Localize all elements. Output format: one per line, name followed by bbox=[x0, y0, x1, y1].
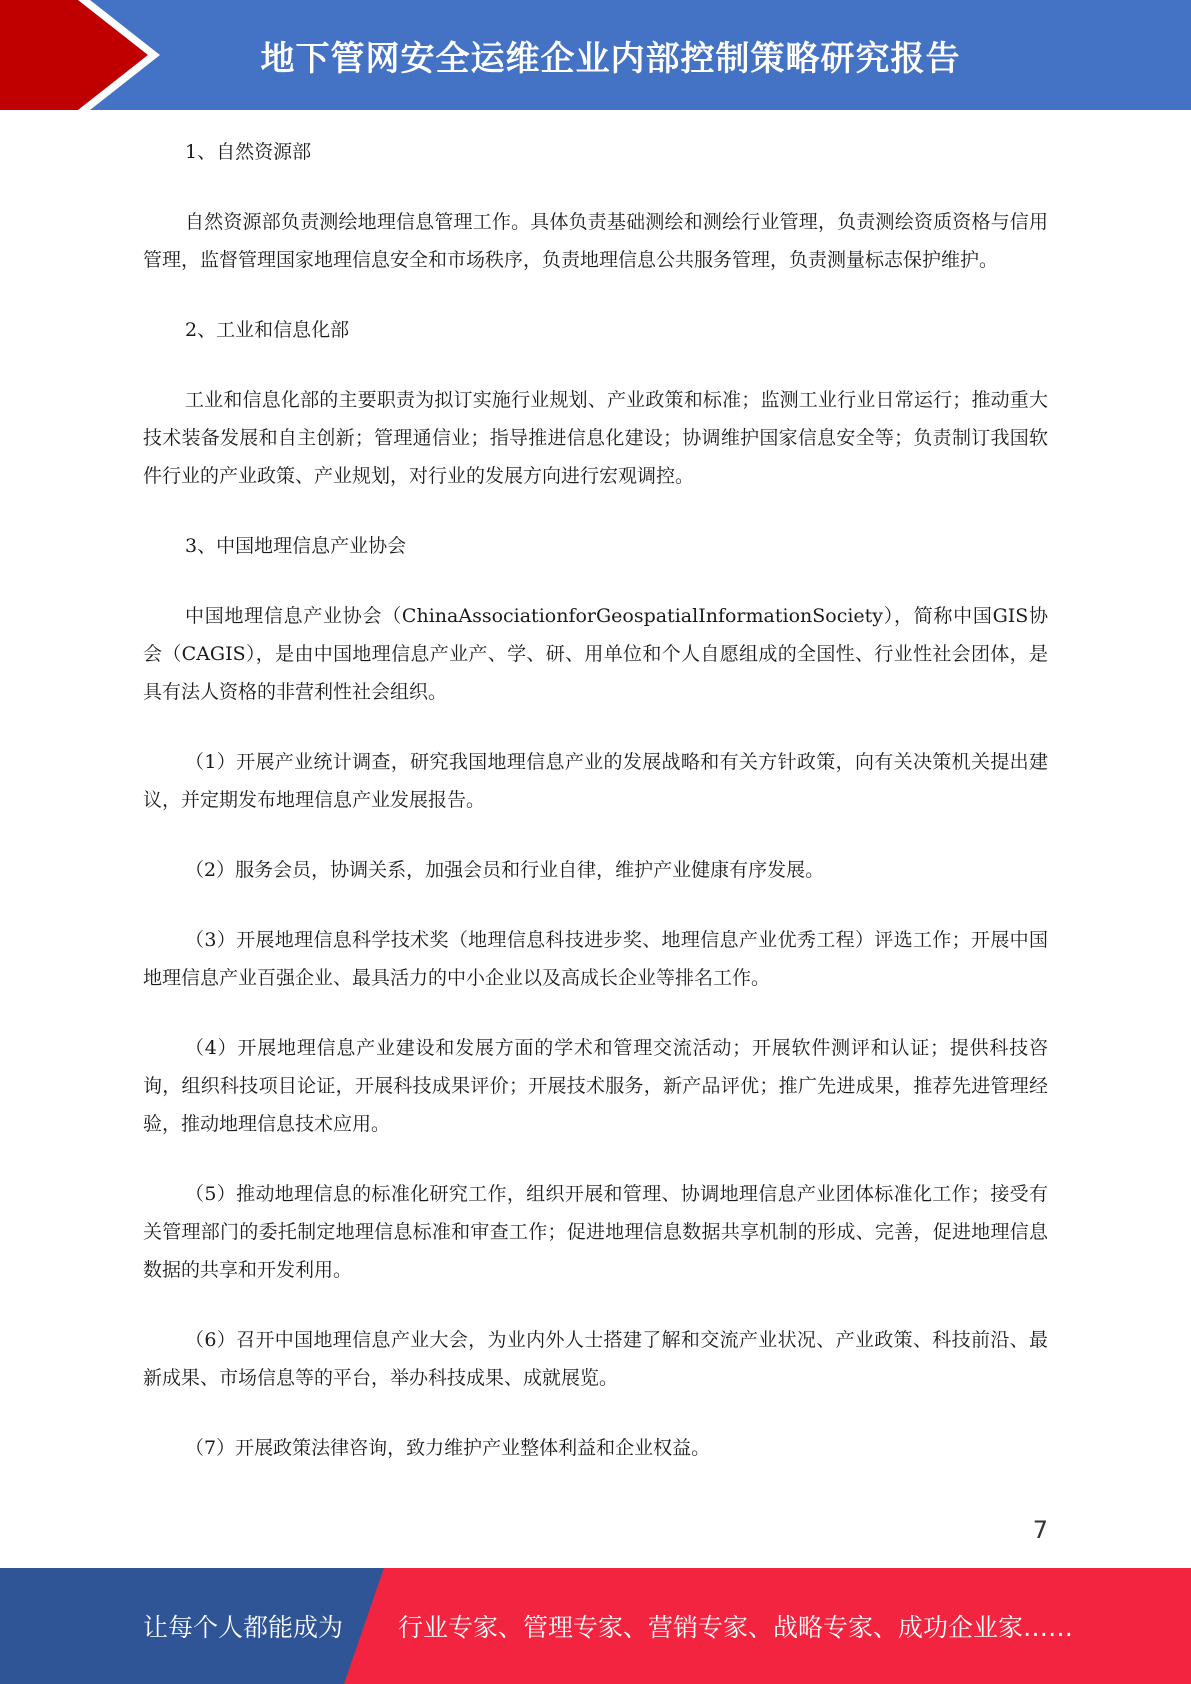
list-item: （3）开展地理信息科学技术奖（地理信息科技进步奖、地理信息产业优秀工程）评选工作；开展中国地理信息产业百强企业、最具活力的中小企业以及高成长企业等排名工作。 bbox=[143, 929, 1048, 989]
section-heading: 3、中国地理信息产业协会 bbox=[185, 535, 407, 557]
document-body bbox=[143, 133, 1048, 1499]
report-title: 地下管网安全运维企业内部控制策略研究报告 bbox=[260, 38, 961, 79]
page-header bbox=[0, 0, 1191, 110]
list-item: （4）开展地理信息产业建设和发展方面的学术和管理交流活动；开展软件测评和认证；提供科技咨询，组织科技项目论证，开展科技成果评价；开展技术服务，新产品评优；推广先进成果，推荐先进管理经验，推动地理信息技术应用。 bbox=[143, 1037, 1048, 1135]
list-item: （2）服务会员，协调关系，加强会员和行业自律，维护产业健康有序发展。 bbox=[185, 859, 825, 881]
list-item: （6）召开中国地理信息产业大会，为业内外人士搭建了解和交流产业状况、产业政策、科技前沿、最新成果、市场信息等的平台，举办科技成果、成就展览。 bbox=[143, 1329, 1048, 1389]
footer-slogan-right: 行业专家、管理专家、营销专家、战略专家、成功企业家…… bbox=[398, 1613, 1074, 1642]
list-item: （5）推动地理信息的标准化研究工作，组织开展和管理、协调地理信息产业团体标准化工作；接受有关管理部门的委托制定地理信息标准和审查工作；促进地理信息数据共享机制的形成、完善，促进地理信息数据的共享和开发利用。 bbox=[143, 1183, 1048, 1281]
page-footer bbox=[0, 1568, 1191, 1684]
page-number: 7 bbox=[1032, 1516, 1048, 1544]
paragraph: 中国地理信息产业协会（ChinaAssociationforGeospatialInformationSociety），简称中国GIS协会（CAGIS），是由中国地理信息产业产、学、研、用单位和个人自愿组成的全国性、行业性社会团体，是具有法人资格的非营利性社会组织。 bbox=[143, 605, 1048, 703]
paragraph: 自然资源部负责测绘地理信息管理工作。具体负责基础测绘和测绘行业管理，负责测绘资质资格与信用管理，监督管理国家地理信息安全和市场秩序，负责地理信息公共服务管理，负责测量标志保护维护。 bbox=[143, 211, 1048, 271]
footer-slogan-left: 让每个人都能成为 bbox=[143, 1613, 344, 1642]
arrow-chevron-icon bbox=[0, 0, 160, 110]
section-heading: 2、工业和信息化部 bbox=[185, 319, 350, 341]
section-heading: 1、自然资源部 bbox=[185, 141, 312, 163]
list-item: （1）开展产业统计调查，研究我国地理信息产业的发展战略和有关方针政策，向有关决策机关提出建议，并定期发布地理信息产业发展报告。 bbox=[143, 751, 1048, 811]
list-item: （7）开展政策法律咨询，致力维护产业整体利益和企业权益。 bbox=[185, 1437, 711, 1459]
paragraph: 工业和信息化部的主要职责为拟订实施行业规划、产业政策和标准；监测工业行业日常运行；推动重大技术装备发展和自主创新；管理通信业；指导推进信息化建设；协调维护国家信息安全等；负责制订我国软件行业的产业政策、产业规划，对行业的发展方向进行宏观调控。 bbox=[143, 389, 1048, 487]
